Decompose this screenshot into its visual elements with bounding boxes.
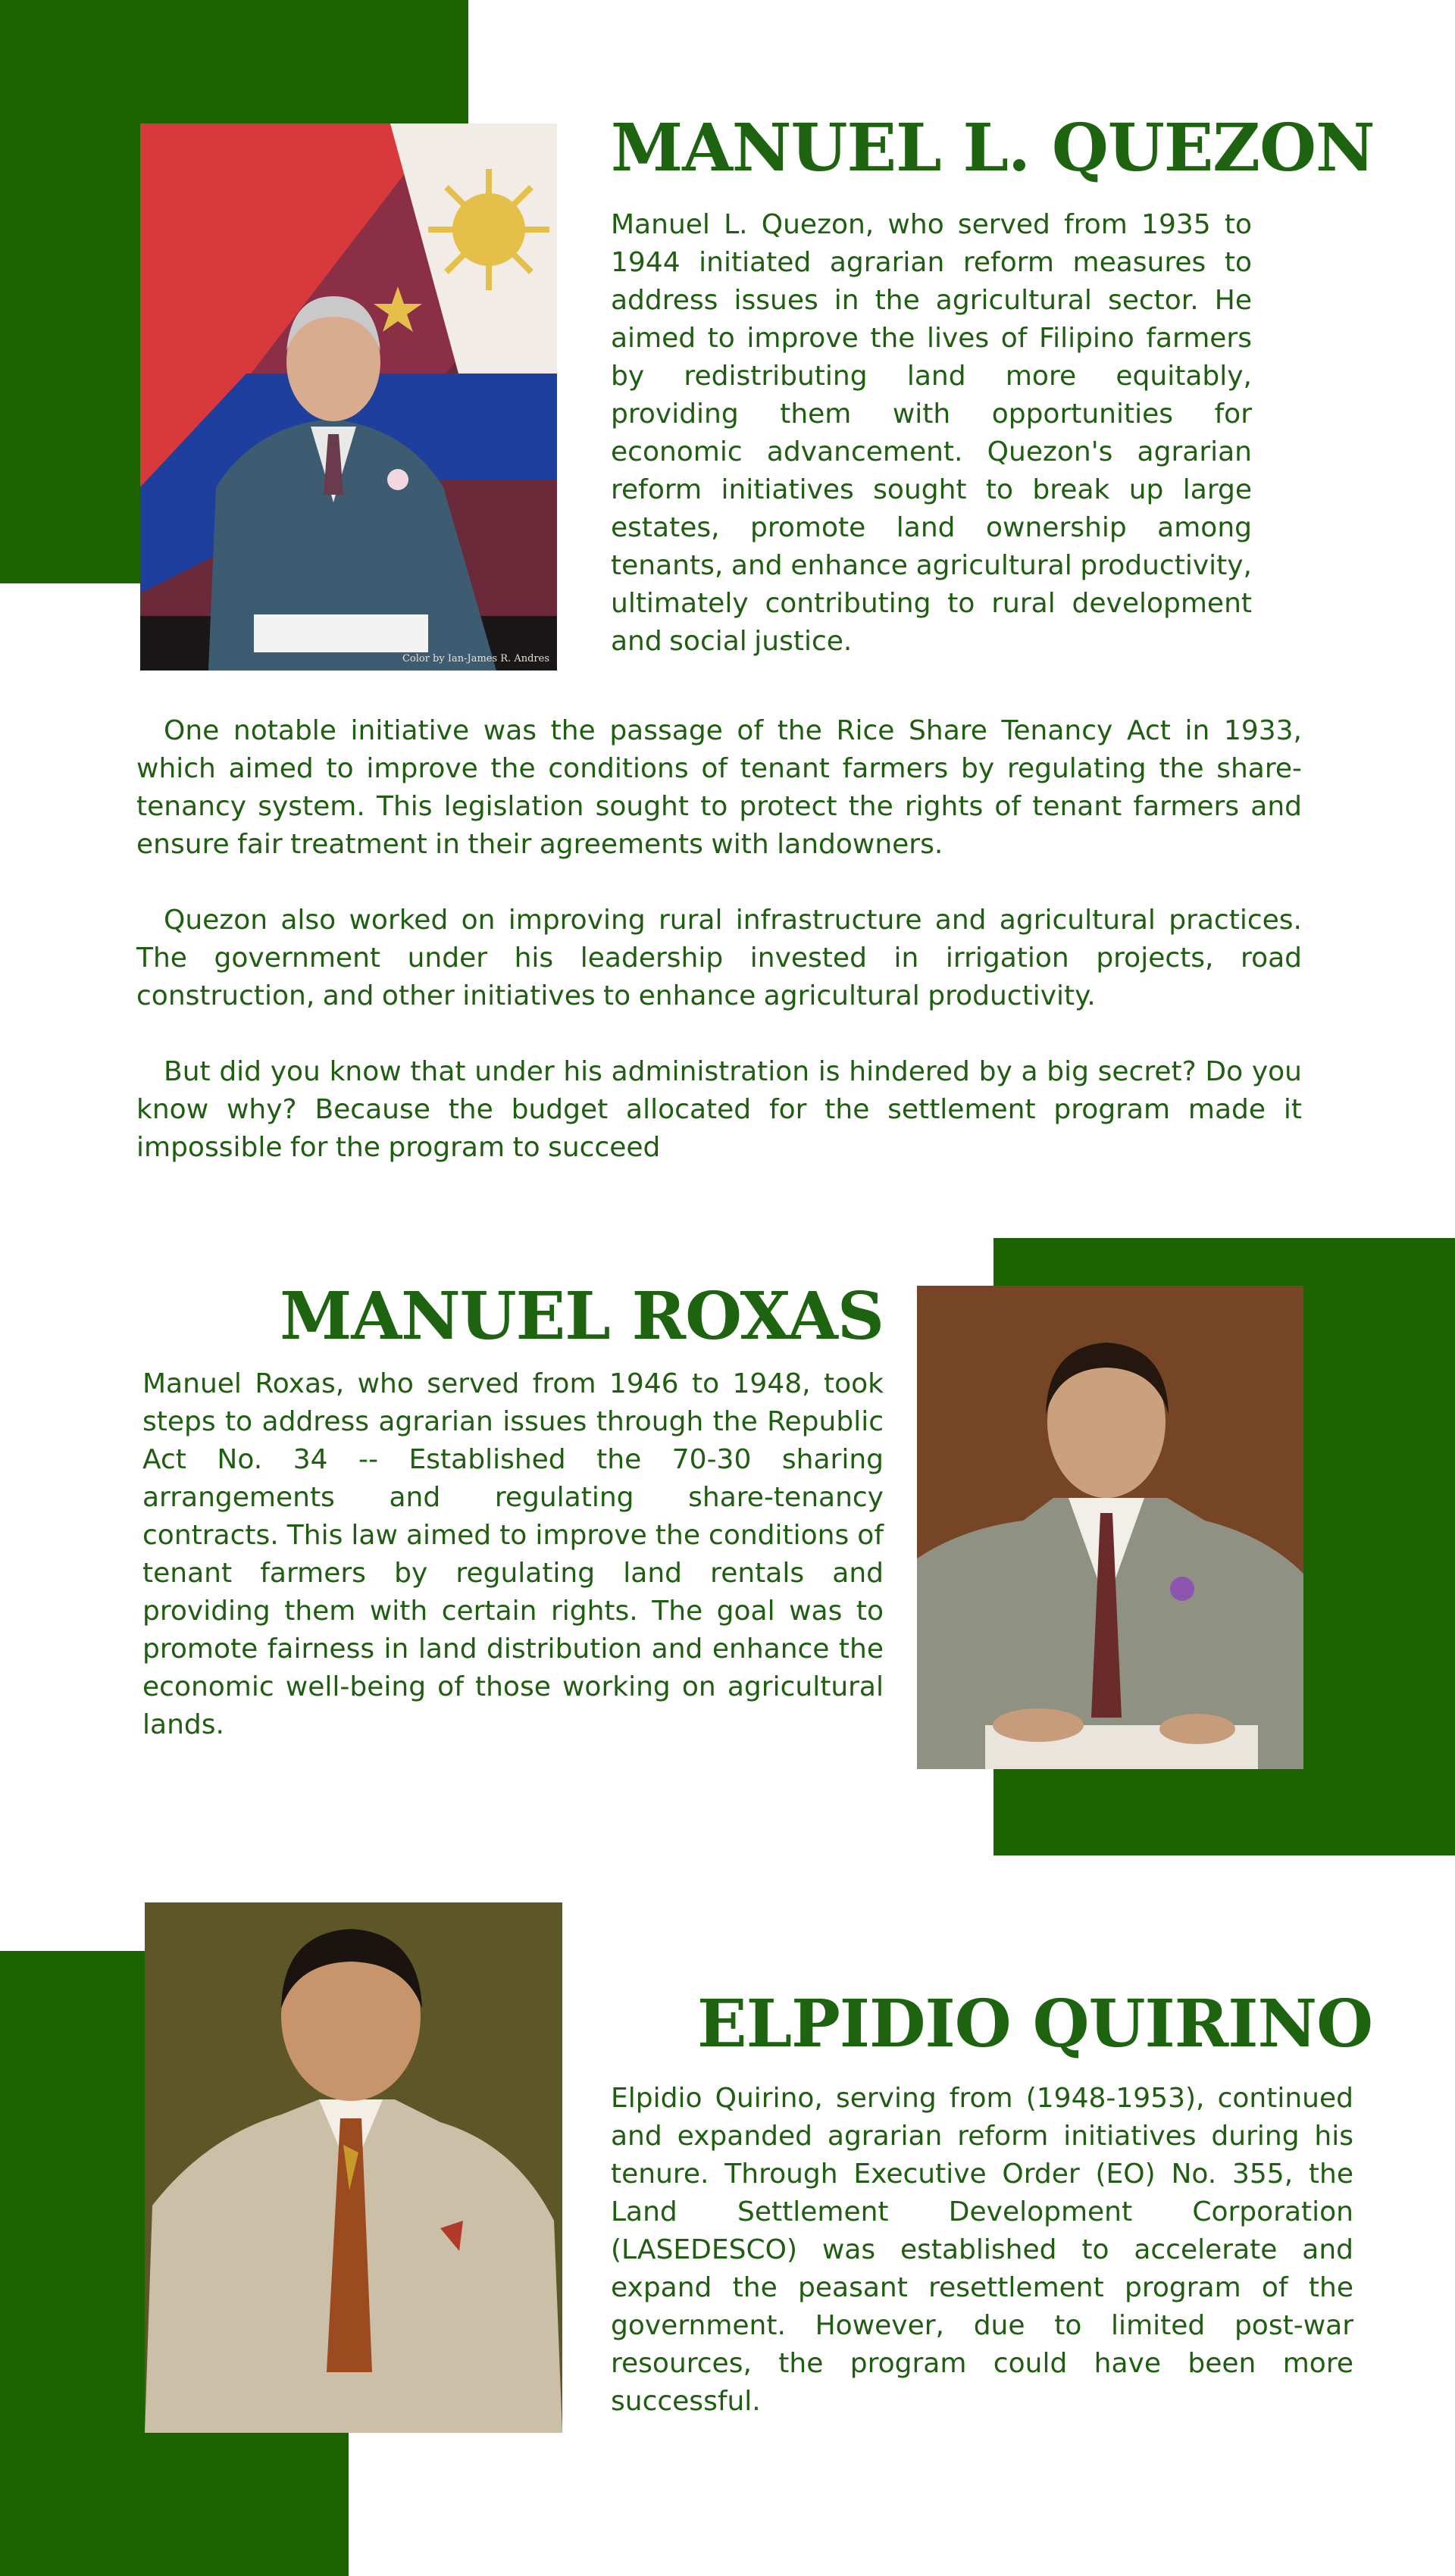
quirino-portrait-image: [145, 1902, 562, 2433]
quezon-paragraph-3: But did you know that under his administration is hindered by a big secret? Do you know why? Because the budget allocated for the settlement program made it impossible for the program to succeed: [136, 1056, 1302, 1163]
quezon-portrait: [140, 123, 557, 671]
quezon-bio: Manuel L. Quezon, who served from 1935 to 1944 initiated agrarian reform measures to address issues in the agricultural sector. He aimed to improve the lives of Filipino farmers by redistributing land more equitably, providing them with opportunities for economic advancement. Quezon's agrarian reform initiatives sought to break up large estates, promote land ownership among tenants, and enhance agricultural productivity, ultimately contributing to rural development and social justice.: [611, 209, 1252, 657]
quezon-paragraph-1: One notable initiative was the passage of the Rice Share Tenancy Act in 1933, which aimed to improve the conditions of tenant farmers by regulating the share-tenancy system. This legislation sought to protect the rights of tenant farmers and ensure fair treatment in their agreements with landowners.: [136, 715, 1302, 860]
quezon-portrait-image: [140, 123, 557, 671]
roxas-portrait-image: [917, 1286, 1303, 1769]
quirino-title: ELPIDIO QUIRINO: [697, 1986, 1372, 2062]
quezon-paragraph-2: Quezon also worked on improving rural infrastructure and agricultural practices. The government under his leadership invested in irrigation projects, road construction, and other initiatives to enhance agricultural productivity.: [136, 905, 1302, 1011]
quezon-photo-credit: Color by Ian-James R. Andres: [402, 653, 549, 664]
quezon-title: MANUEL L. QUEZON: [611, 110, 1375, 186]
quirino-bio: Elpidio Quirino, serving from (1948-1953), continued and expanded agrarian reform initiatives during his tenure. Through Executive Order (EO) No. 355, the Land Settlement Development Corporation (LASEDESCO) was established to accelerate and expand the peasant resettlement program of the government. However, due to limited post-war resources, the program could have been more successful.: [611, 2083, 1353, 2417]
roxas-bio: Manuel Roxas, who served from 1946 to 1948, took steps to address agrarian issues through the Republic Act No. 34 -- Established the 70-30 sharing arrangements and regulating share-tenancy contracts. This law aimed to improve the conditions of tenant farmers by regulating land rentals and providing them with certain rights. The goal was to promote fairness in land distribution and enhance the economic well-being of those working on agricultural lands.: [142, 1368, 884, 1740]
roxas-title: MANUEL ROXAS: [280, 1278, 884, 1355]
roxas-portrait: [917, 1286, 1303, 1769]
quirino-portrait: [145, 1902, 562, 2433]
